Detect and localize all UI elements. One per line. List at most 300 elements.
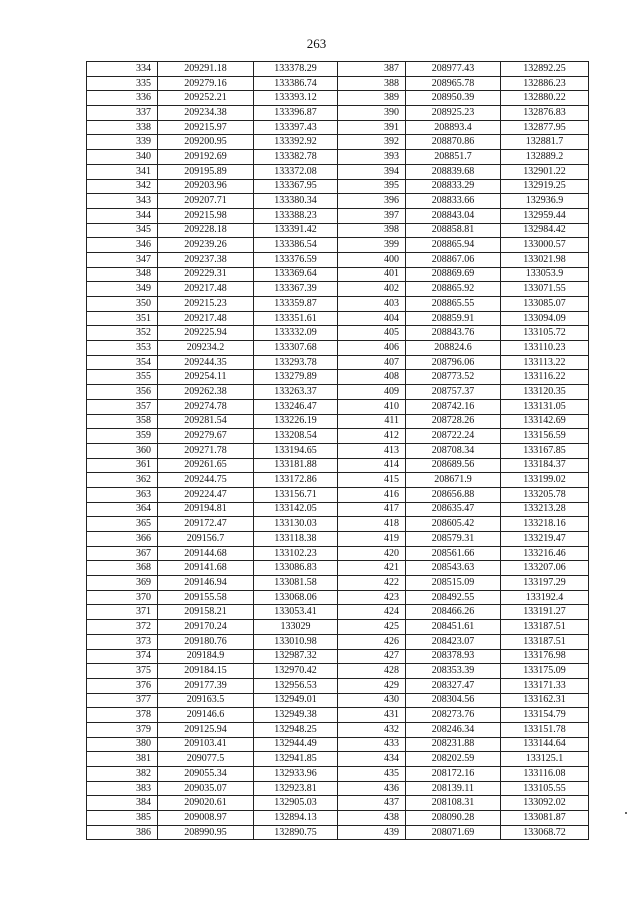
- point-number-right: 437: [338, 796, 406, 811]
- y-coordinate-left: 133382.78: [254, 150, 338, 165]
- table-row: [87, 532, 589, 547]
- y-coordinate-left: 132970.42: [254, 664, 338, 679]
- y-coordinate-right: 132886.23: [501, 76, 589, 91]
- x-coordinate-left: 209217.48: [158, 311, 254, 326]
- x-coordinate-left: 209144.68: [158, 546, 254, 561]
- x-coordinate-left: 209103.41: [158, 737, 254, 752]
- table-row: [87, 399, 589, 414]
- point-number-left: 379: [87, 722, 158, 737]
- x-coordinate-left: 209224.47: [158, 487, 254, 502]
- y-coordinate-left: 132894.13: [254, 811, 338, 826]
- x-coordinate-left: 209203.96: [158, 179, 254, 194]
- x-coordinate-left: 209229.31: [158, 267, 254, 282]
- x-coordinate-right: 208708.34: [406, 443, 501, 458]
- x-coordinate-left: 209125.94: [158, 722, 254, 737]
- table-row: [87, 135, 589, 150]
- table-row: [87, 267, 589, 282]
- x-coordinate-left: 209035.07: [158, 781, 254, 796]
- point-number-left: 371: [87, 605, 158, 620]
- point-number-left: 337: [87, 106, 158, 121]
- table-row: [87, 106, 589, 121]
- x-coordinate-right: 208071.69: [406, 825, 501, 840]
- y-coordinate-right: 133199.02: [501, 473, 589, 488]
- x-coordinate-right: 208893.4: [406, 120, 501, 135]
- point-number-right: 432: [338, 722, 406, 737]
- y-coordinate-right: 133154.79: [501, 708, 589, 723]
- point-number-left: 349: [87, 282, 158, 297]
- y-coordinate-right: 133105.72: [501, 326, 589, 341]
- point-number-right: 416: [338, 487, 406, 502]
- x-coordinate-left: 209008.97: [158, 811, 254, 826]
- y-coordinate-right: 133184.37: [501, 458, 589, 473]
- x-coordinate-left: 209217.48: [158, 282, 254, 297]
- y-coordinate-right: 132889.2: [501, 150, 589, 165]
- y-coordinate-left: 132933.96: [254, 767, 338, 782]
- point-number-left: 362: [87, 473, 158, 488]
- y-coordinate-right: 133131.05: [501, 399, 589, 414]
- x-coordinate-right: 208851.7: [406, 150, 501, 165]
- y-coordinate-left: 133307.68: [254, 341, 338, 356]
- table-row: [87, 664, 589, 679]
- point-number-left: 368: [87, 561, 158, 576]
- y-coordinate-right: 133116.08: [501, 767, 589, 782]
- point-number-right: 390: [338, 106, 406, 121]
- point-number-left: 342: [87, 179, 158, 194]
- table-row: [87, 502, 589, 517]
- y-coordinate-right: 133071.55: [501, 282, 589, 297]
- x-coordinate-right: 208246.34: [406, 722, 501, 737]
- y-coordinate-left: 133376.59: [254, 252, 338, 267]
- point-number-left: 346: [87, 238, 158, 253]
- point-number-right: 419: [338, 532, 406, 547]
- x-coordinate-right: 208742.16: [406, 399, 501, 414]
- y-coordinate-left: 133351.61: [254, 311, 338, 326]
- y-coordinate-left: 133181.88: [254, 458, 338, 473]
- table-row: [87, 487, 589, 502]
- point-number-left: 354: [87, 355, 158, 370]
- point-number-left: 384: [87, 796, 158, 811]
- x-coordinate-left: 209077.5: [158, 752, 254, 767]
- point-number-left: 344: [87, 208, 158, 223]
- y-coordinate-left: 133380.34: [254, 194, 338, 209]
- y-coordinate-right: 132880.22: [501, 91, 589, 106]
- point-number-right: 413: [338, 443, 406, 458]
- point-number-right: 424: [338, 605, 406, 620]
- x-coordinate-left: 209228.18: [158, 223, 254, 238]
- point-number-left: 374: [87, 649, 158, 664]
- x-coordinate-right: 208656.88: [406, 487, 501, 502]
- x-coordinate-left: 209239.26: [158, 238, 254, 253]
- x-coordinate-right: 208833.29: [406, 179, 501, 194]
- point-number-right: 435: [338, 767, 406, 782]
- y-coordinate-right: 132959.44: [501, 208, 589, 223]
- y-coordinate-left: 133142.05: [254, 502, 338, 517]
- table-row: [87, 194, 589, 209]
- point-number-left: 347: [87, 252, 158, 267]
- x-coordinate-right: 208579.31: [406, 532, 501, 547]
- y-coordinate-left: 133378.29: [254, 62, 338, 77]
- point-number-right: 425: [338, 620, 406, 635]
- y-coordinate-left: 132923.81: [254, 781, 338, 796]
- y-coordinate-left: 132948.25: [254, 722, 338, 737]
- table-row: [87, 517, 589, 532]
- point-number-left: 367: [87, 546, 158, 561]
- x-coordinate-right: 208423.07: [406, 634, 501, 649]
- x-coordinate-right: 208824.6: [406, 341, 501, 356]
- x-coordinate-right: 208327.47: [406, 678, 501, 693]
- y-coordinate-right: 133151.78: [501, 722, 589, 737]
- y-coordinate-right: 133205.78: [501, 487, 589, 502]
- point-number-left: 360: [87, 443, 158, 458]
- y-coordinate-right: 133110.23: [501, 341, 589, 356]
- table-row: [87, 355, 589, 370]
- y-coordinate-left: 133367.39: [254, 282, 338, 297]
- point-number-right: 394: [338, 164, 406, 179]
- y-coordinate-right: 132876.83: [501, 106, 589, 121]
- y-coordinate-right: 132892.25: [501, 62, 589, 77]
- point-number-left: 356: [87, 385, 158, 400]
- y-coordinate-left: 133359.87: [254, 297, 338, 312]
- x-coordinate-right: 208543.63: [406, 561, 501, 576]
- point-number-right: 410: [338, 399, 406, 414]
- y-coordinate-left: 133053.41: [254, 605, 338, 620]
- y-coordinate-right: 133105.55: [501, 781, 589, 796]
- table-row: [87, 620, 589, 635]
- x-coordinate-left: 209163.5: [158, 693, 254, 708]
- table-row: [87, 91, 589, 106]
- point-number-right: 436: [338, 781, 406, 796]
- y-coordinate-left: 133386.74: [254, 76, 338, 91]
- table-row: [87, 634, 589, 649]
- x-coordinate-left: 209177.39: [158, 678, 254, 693]
- x-coordinate-right: 208859.91: [406, 311, 501, 326]
- y-coordinate-right: 133068.72: [501, 825, 589, 840]
- point-number-right: 420: [338, 546, 406, 561]
- point-number-right: 405: [338, 326, 406, 341]
- table-row: [87, 62, 589, 77]
- x-coordinate-left: 209252.21: [158, 91, 254, 106]
- y-coordinate-right: 133219.47: [501, 532, 589, 547]
- point-number-right: 430: [338, 693, 406, 708]
- x-coordinate-left: 209156.7: [158, 532, 254, 547]
- point-number-left: 380: [87, 737, 158, 752]
- x-coordinate-right: 208492.55: [406, 590, 501, 605]
- x-coordinate-right: 208858.81: [406, 223, 501, 238]
- point-number-right: 415: [338, 473, 406, 488]
- x-coordinate-left: 209172.47: [158, 517, 254, 532]
- table-row: [87, 767, 589, 782]
- x-coordinate-right: 208671.9: [406, 473, 501, 488]
- point-number-left: 382: [87, 767, 158, 782]
- x-coordinate-left: 209194.81: [158, 502, 254, 517]
- x-coordinate-left: 209271.78: [158, 443, 254, 458]
- y-coordinate-left: 132949.38: [254, 708, 338, 723]
- table-row: [87, 429, 589, 444]
- table-row: [87, 150, 589, 165]
- x-coordinate-left: 209192.69: [158, 150, 254, 165]
- y-coordinate-right: 133176.98: [501, 649, 589, 664]
- point-number-left: 336: [87, 91, 158, 106]
- point-number-left: 348: [87, 267, 158, 282]
- table-row: [87, 458, 589, 473]
- y-coordinate-left: 133102.23: [254, 546, 338, 561]
- point-number-right: 429: [338, 678, 406, 693]
- y-coordinate-left: 133396.87: [254, 106, 338, 121]
- y-coordinate-right: 133218.16: [501, 517, 589, 532]
- table-row: [87, 311, 589, 326]
- y-coordinate-right: 133156.59: [501, 429, 589, 444]
- table-row: [87, 385, 589, 400]
- point-number-right: 431: [338, 708, 406, 723]
- x-coordinate-left: 209262.38: [158, 385, 254, 400]
- point-number-left: 363: [87, 487, 158, 502]
- table-row: [87, 282, 589, 297]
- y-coordinate-right: 133142.69: [501, 414, 589, 429]
- point-number-left: 350: [87, 297, 158, 312]
- point-number-right: 414: [338, 458, 406, 473]
- x-coordinate-left: 209170.24: [158, 620, 254, 635]
- point-number-right: 391: [338, 120, 406, 135]
- x-coordinate-right: 208757.37: [406, 385, 501, 400]
- x-coordinate-left: 209281.54: [158, 414, 254, 429]
- y-coordinate-right: 133162.31: [501, 693, 589, 708]
- table-row: [87, 120, 589, 135]
- point-number-left: 357: [87, 399, 158, 414]
- table-row: [87, 781, 589, 796]
- point-number-right: 427: [338, 649, 406, 664]
- y-coordinate-right: 133021.98: [501, 252, 589, 267]
- x-coordinate-left: 209274.78: [158, 399, 254, 414]
- x-coordinate-left: 209254.11: [158, 370, 254, 385]
- y-coordinate-left: 133372.08: [254, 164, 338, 179]
- y-coordinate-right: 133192.4: [501, 590, 589, 605]
- x-coordinate-left: 209055.34: [158, 767, 254, 782]
- x-coordinate-right: 208466.26: [406, 605, 501, 620]
- y-coordinate-right: 133167.85: [501, 443, 589, 458]
- table-row: [87, 693, 589, 708]
- x-coordinate-right: 208451.61: [406, 620, 501, 635]
- x-coordinate-right: 208231.88: [406, 737, 501, 752]
- y-coordinate-left: 133263.37: [254, 385, 338, 400]
- x-coordinate-right: 208869.69: [406, 267, 501, 282]
- table-row: [87, 414, 589, 429]
- point-number-left: 376: [87, 678, 158, 693]
- x-coordinate-left: 209234.2: [158, 341, 254, 356]
- x-coordinate-right: 208865.94: [406, 238, 501, 253]
- x-coordinate-left: 209244.75: [158, 473, 254, 488]
- point-number-right: 389: [338, 91, 406, 106]
- point-number-right: 412: [338, 429, 406, 444]
- point-number-right: 411: [338, 414, 406, 429]
- table-row: [87, 708, 589, 723]
- y-coordinate-left: 132941.85: [254, 752, 338, 767]
- point-number-right: 423: [338, 590, 406, 605]
- table-row: [87, 546, 589, 561]
- x-coordinate-right: 208172.16: [406, 767, 501, 782]
- point-number-right: 398: [338, 223, 406, 238]
- x-coordinate-right: 208273.76: [406, 708, 501, 723]
- table-row: [87, 576, 589, 591]
- point-number-right: 388: [338, 76, 406, 91]
- x-coordinate-right: 208796.06: [406, 355, 501, 370]
- y-coordinate-left: 133068.06: [254, 590, 338, 605]
- y-coordinate-right: 133187.51: [501, 620, 589, 635]
- y-coordinate-right: 133113.22: [501, 355, 589, 370]
- y-coordinate-left: 133332.09: [254, 326, 338, 341]
- x-coordinate-left: 209237.38: [158, 252, 254, 267]
- x-coordinate-right: 208843.76: [406, 326, 501, 341]
- table-row: [87, 561, 589, 576]
- x-coordinate-right: 208977.43: [406, 62, 501, 77]
- point-number-left: 340: [87, 150, 158, 165]
- page-number: 263: [306, 36, 327, 51]
- y-coordinate-left: 133118.38: [254, 532, 338, 547]
- table-row: [87, 341, 589, 356]
- y-coordinate-right: 132901.22: [501, 164, 589, 179]
- point-number-left: 341: [87, 164, 158, 179]
- y-coordinate-right: 133053.9: [501, 267, 589, 282]
- point-number-left: 351: [87, 311, 158, 326]
- y-coordinate-left: 133386.54: [254, 238, 338, 253]
- point-number-left: 366: [87, 532, 158, 547]
- y-coordinate-left: 133388.23: [254, 208, 338, 223]
- x-coordinate-left: 209261.65: [158, 458, 254, 473]
- y-coordinate-left: 133392.92: [254, 135, 338, 150]
- y-coordinate-left: 133391.42: [254, 223, 338, 238]
- x-coordinate-right: 208605.42: [406, 517, 501, 532]
- y-coordinate-left: 133172.86: [254, 473, 338, 488]
- y-coordinate-left: 133081.58: [254, 576, 338, 591]
- point-number-right: 418: [338, 517, 406, 532]
- x-coordinate-left: 209184.9: [158, 649, 254, 664]
- x-coordinate-right: 208965.78: [406, 76, 501, 91]
- y-coordinate-left: 133246.47: [254, 399, 338, 414]
- point-number-left: 353: [87, 341, 158, 356]
- y-coordinate-left: 133293.78: [254, 355, 338, 370]
- point-number-left: 375: [87, 664, 158, 679]
- x-coordinate-left: 209215.97: [158, 120, 254, 135]
- point-number-left: 365: [87, 517, 158, 532]
- y-coordinate-left: 133279.89: [254, 370, 338, 385]
- point-number-right: 387: [338, 62, 406, 77]
- point-number-left: 386: [87, 825, 158, 840]
- point-number-right: 422: [338, 576, 406, 591]
- point-number-left: 385: [87, 811, 158, 826]
- x-coordinate-left: 209146.94: [158, 576, 254, 591]
- y-coordinate-right: 133092.02: [501, 796, 589, 811]
- table-row: [87, 208, 589, 223]
- y-coordinate-left: 133367.95: [254, 179, 338, 194]
- x-coordinate-left: 209200.95: [158, 135, 254, 150]
- y-coordinate-right: 133216.46: [501, 546, 589, 561]
- x-coordinate-left: 209146.6: [158, 708, 254, 723]
- point-number-left: 383: [87, 781, 158, 796]
- x-coordinate-right: 208139.11: [406, 781, 501, 796]
- y-coordinate-left: 133029: [254, 620, 338, 635]
- table-row: [87, 76, 589, 91]
- point-number-left: 339: [87, 135, 158, 150]
- y-coordinate-right: 133187.51: [501, 634, 589, 649]
- point-number-left: 377: [87, 693, 158, 708]
- point-number-right: 417: [338, 502, 406, 517]
- x-coordinate-right: 208925.23: [406, 106, 501, 121]
- x-coordinate-right: 208561.66: [406, 546, 501, 561]
- y-coordinate-right: 133207.06: [501, 561, 589, 576]
- y-coordinate-right: 133125.1: [501, 752, 589, 767]
- x-coordinate-right: 208843.04: [406, 208, 501, 223]
- x-coordinate-right: 208304.56: [406, 693, 501, 708]
- point-number-right: 409: [338, 385, 406, 400]
- y-coordinate-right: 133213.28: [501, 502, 589, 517]
- y-coordinate-right: 132881.7: [501, 135, 589, 150]
- x-coordinate-left: 209244.35: [158, 355, 254, 370]
- y-coordinate-right: 133191.27: [501, 605, 589, 620]
- point-number-right: 434: [338, 752, 406, 767]
- point-number-right: 426: [338, 634, 406, 649]
- point-number-left: 338: [87, 120, 158, 135]
- point-number-left: 355: [87, 370, 158, 385]
- point-number-left: 345: [87, 223, 158, 238]
- point-number-left: 334: [87, 62, 158, 77]
- table-row: [87, 370, 589, 385]
- x-coordinate-left: 209234.38: [158, 106, 254, 121]
- x-coordinate-left: 209215.98: [158, 208, 254, 223]
- x-coordinate-left: 209207.71: [158, 194, 254, 209]
- x-coordinate-left: 209279.16: [158, 76, 254, 91]
- x-coordinate-left: 209155.58: [158, 590, 254, 605]
- table-row: [87, 825, 589, 840]
- y-coordinate-right: 133175.09: [501, 664, 589, 679]
- point-number-right: 421: [338, 561, 406, 576]
- point-number-right: 406: [338, 341, 406, 356]
- point-number-right: 402: [338, 282, 406, 297]
- coordinates-table-body: [87, 62, 589, 840]
- y-coordinate-right: 132936.9: [501, 194, 589, 209]
- y-coordinate-left: 132944.49: [254, 737, 338, 752]
- point-number-right: 393: [338, 150, 406, 165]
- x-coordinate-left: 209215.23: [158, 297, 254, 312]
- y-coordinate-left: 133130.03: [254, 517, 338, 532]
- y-coordinate-left: 133156.71: [254, 487, 338, 502]
- point-number-right: 395: [338, 179, 406, 194]
- point-number-left: 381: [87, 752, 158, 767]
- point-number-right: 403: [338, 297, 406, 312]
- table-row: [87, 796, 589, 811]
- table-row: [87, 252, 589, 267]
- table-row: [87, 238, 589, 253]
- point-number-left: 359: [87, 429, 158, 444]
- x-coordinate-right: 208090.28: [406, 811, 501, 826]
- x-coordinate-right: 208865.55: [406, 297, 501, 312]
- y-coordinate-right: 133000.57: [501, 238, 589, 253]
- table-row: [87, 473, 589, 488]
- point-number-left: 343: [87, 194, 158, 209]
- y-coordinate-right: 133085.07: [501, 297, 589, 312]
- y-coordinate-left: 132987.32: [254, 649, 338, 664]
- y-coordinate-left: 133086.83: [254, 561, 338, 576]
- point-number-left: 361: [87, 458, 158, 473]
- y-coordinate-left: 133208.54: [254, 429, 338, 444]
- x-coordinate-right: 208950.39: [406, 91, 501, 106]
- y-coordinate-right: 132984.42: [501, 223, 589, 238]
- y-coordinate-left: 132949.01: [254, 693, 338, 708]
- point-number-left: 352: [87, 326, 158, 341]
- x-coordinate-left: 209158.21: [158, 605, 254, 620]
- point-number-right: 438: [338, 811, 406, 826]
- y-coordinate-right: 133116.22: [501, 370, 589, 385]
- point-number-right: 404: [338, 311, 406, 326]
- x-coordinate-left: 209279.67: [158, 429, 254, 444]
